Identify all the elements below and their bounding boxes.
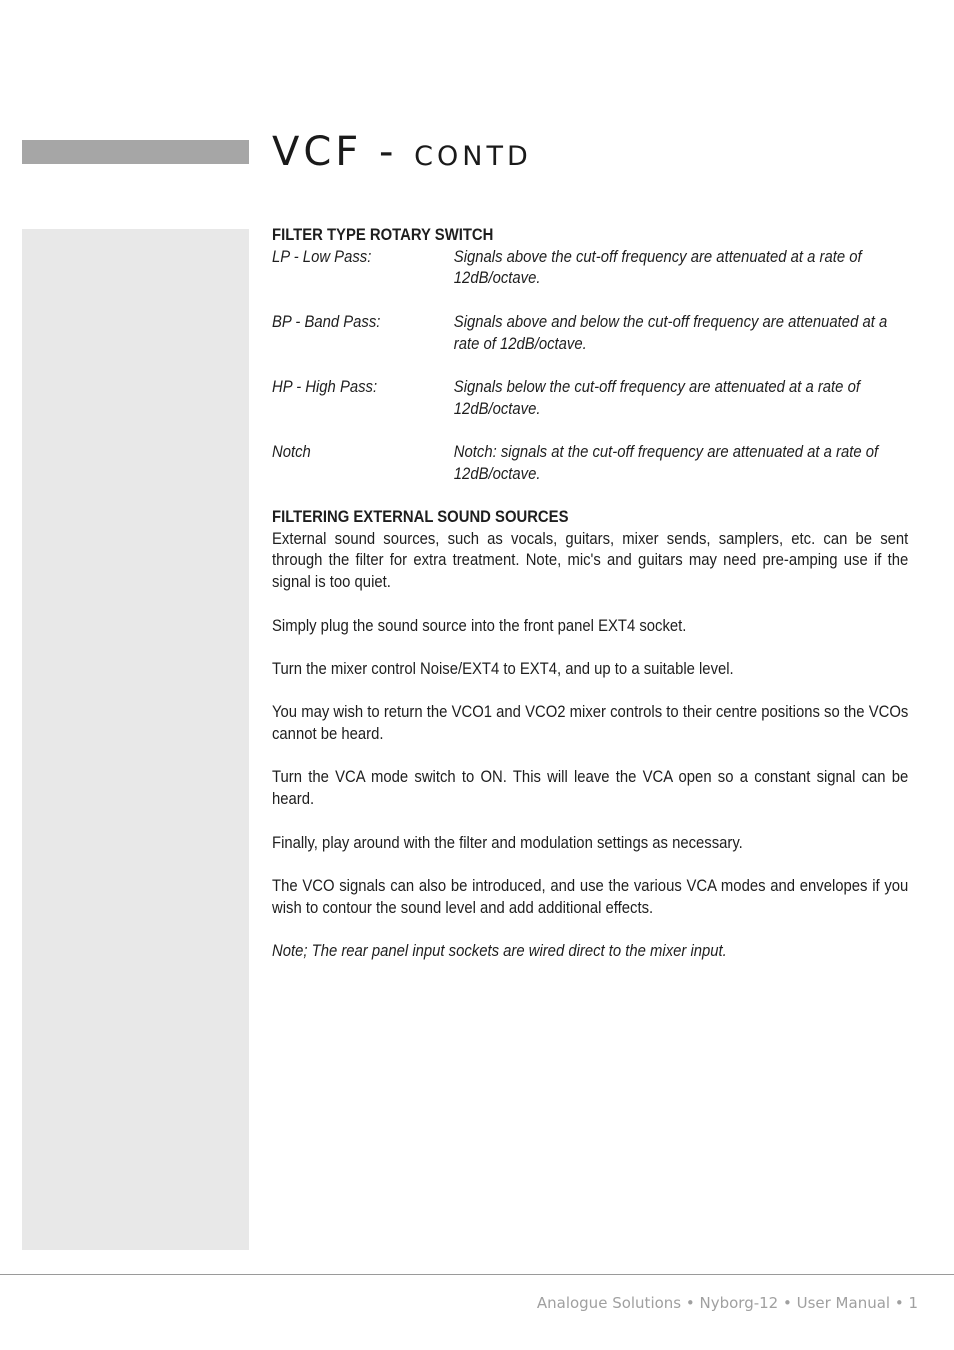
main-content xyxy=(272,225,908,963)
definition-term: BP - Band Pass: xyxy=(272,312,381,331)
definition-row-bp xyxy=(272,312,908,355)
definition-term: LP - Low Pass: xyxy=(272,247,372,266)
footer-divider xyxy=(0,1274,954,1275)
definition-term: Notch xyxy=(272,442,311,461)
definition-description: Signals above and below the cut-off frequency are attenuated at a rate of 12dB/octave. xyxy=(453,312,888,353)
paragraph: Finally, play around with the filter and modulation settings as necessary. xyxy=(272,833,743,852)
paragraph: Turn the mixer control Noise/EXT4 to EXT4, and up to a suitable level. xyxy=(272,659,734,678)
footer-text: Analogue Solutions • Nyborg-12 • User Manual • 1 xyxy=(536,1294,918,1312)
definition-description: Signals below the cut-off frequency are attenuated at a rate of 12dB/octave. xyxy=(453,377,860,418)
title-accent-bar xyxy=(22,140,249,164)
definition-term: HP - High Pass: xyxy=(272,377,378,396)
note-paragraph: Note; The rear panel input sockets are wired direct to the mixer input. xyxy=(272,942,727,961)
paragraph: The VCO signals can also be introduced, and use the various VCA modes and envelopes if you wish to contour the sound level and add additional effects. xyxy=(272,876,909,917)
paragraph: You may wish to return the VCO1 and VCO2 mixer controls to their centre positions so the VCOs cannot be heard. xyxy=(272,703,909,744)
definition-description: Notch: signals at the cut-off frequency are attenuated at a rate of 12dB/octave. xyxy=(453,442,879,483)
external-sources-heading: FILTERING EXTERNAL SOUND SOURCES xyxy=(272,508,569,527)
paragraph: Turn the VCA mode switch to ON. This will leave the VCA open so a constant signal can be heard. xyxy=(272,768,909,809)
page-title xyxy=(272,128,532,181)
page-title-main: VCF - xyxy=(272,129,415,175)
definition-description: Signals above the cut-off frequency are attenuated at a rate of 12dB/octave. xyxy=(453,247,862,288)
paragraph: External sound sources, such as vocals, guitars, mixer sends, samplers, etc. can be sent through the filter for extra treatment. Note, mic's and guitars may need pre-amping use if the signal is too quiet. xyxy=(272,529,909,592)
definition-row-hp xyxy=(272,377,908,420)
definition-row-notch xyxy=(272,442,908,485)
paragraph: Simply plug the sound source into the front panel EXT4 socket. xyxy=(272,616,687,635)
filter-type-heading: FILTER TYPE ROTARY SWITCH xyxy=(272,226,494,244)
page-title-suffix: CONTD xyxy=(414,141,532,172)
definition-row-lp xyxy=(272,247,908,290)
sidebar-panel xyxy=(22,229,249,1250)
